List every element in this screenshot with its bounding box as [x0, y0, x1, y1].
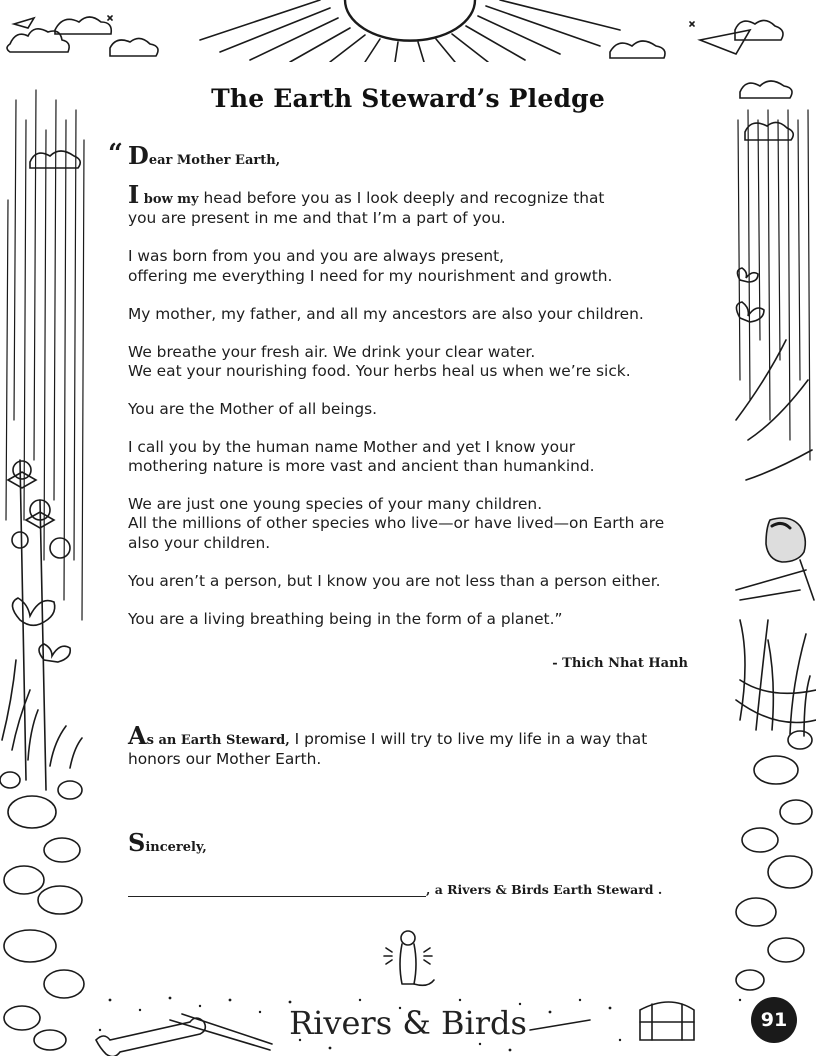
- signature-suffix: , a Rivers & Birds Earth Steward .: [426, 882, 663, 897]
- stanza-1-line-1: [128, 180, 698, 209]
- greeting: [108, 139, 698, 171]
- stanza-list: [128, 247, 698, 629]
- promise: [128, 721, 708, 770]
- stanza-line: offering me everything I need for my nourishment and growth.: [128, 266, 613, 285]
- page-title: The Earth Steward’s Pledge: [211, 84, 605, 113]
- stanza-8: [128, 572, 698, 591]
- stanza-1-line-1-rest: head before you as I look deeply and recognize that: [198, 189, 605, 207]
- flower-icon: [2, 460, 82, 790]
- stanza-1-dropcap: I: [128, 180, 140, 209]
- sun-icon: [200, 0, 620, 62]
- signature-line: [128, 880, 688, 897]
- brand-wordmark: Rivers & Birds: [289, 1004, 527, 1042]
- sincerely-text: incerely,: [145, 840, 207, 855]
- promise-line-2: honors our Mother Earth.: [128, 750, 322, 769]
- signature-blank[interactable]: [128, 880, 426, 897]
- bird-icon: [736, 340, 814, 600]
- stanza-1-line-2: you are present in me and that I’m a part of you.: [128, 209, 506, 228]
- stanza-2: [128, 247, 698, 286]
- promise-dropcap: A: [128, 721, 147, 750]
- stanza-line: We are just one young species of your many children.: [128, 495, 543, 514]
- promise-line-1: [128, 721, 708, 750]
- open-quote: “: [108, 139, 123, 169]
- stanza-1-lead: bow my: [139, 192, 199, 207]
- stanza-line: I was born from you and you are always present,: [128, 247, 505, 266]
- stanza-3: [128, 305, 698, 324]
- stanza-line: You are the Mother of all beings.: [128, 399, 378, 418]
- stanza-7: [128, 495, 698, 553]
- greeting-dropcap: D: [128, 141, 149, 170]
- stanza-line: We eat your nourishing food. Your herbs heal us when we’re sick.: [128, 361, 631, 380]
- pledge-text: [108, 139, 698, 648]
- stanza-1: [128, 180, 698, 229]
- cloud-icon: [14, 16, 750, 54]
- greeting-text: ear Mother Earth,: [148, 153, 281, 168]
- stanza-line: All the millions of other species who live—or have lived—on Earth are: [128, 514, 665, 533]
- attribution: - Thich Nhat Hanh: [552, 656, 688, 671]
- otter-icon: [380, 928, 436, 996]
- stanza-5: [128, 400, 698, 419]
- stanza-line: You are a living breathing being in the form of a planet.”: [128, 609, 563, 628]
- promise-lead: s an Earth Steward,: [146, 733, 290, 748]
- sincerely: [128, 828, 207, 857]
- stanza-4: [128, 343, 698, 382]
- stanza-line: We breathe your fresh air. We drink your clear water.: [128, 342, 536, 361]
- stanza-9: [128, 610, 698, 629]
- stanza-line: You aren’t a person, but I know you are not less than a person either.: [128, 571, 661, 590]
- promise-line-1-rest: I promise I will try to live my life in a way that: [289, 730, 648, 748]
- stanza-line: My mother, my father, and all my ancestors are also your children.: [128, 304, 644, 323]
- stanza-6: [128, 438, 698, 477]
- sincerely-dropcap: S: [128, 828, 146, 857]
- flower-icon: [736, 620, 816, 736]
- stanza-line: also your children.: [128, 533, 271, 552]
- stanza-line: mothering nature is more vast and ancient than humankind.: [128, 457, 595, 476]
- stanza-line: I call you by the human name Mother and yet I know your: [128, 437, 576, 456]
- page-number-badge: 91: [751, 997, 797, 1043]
